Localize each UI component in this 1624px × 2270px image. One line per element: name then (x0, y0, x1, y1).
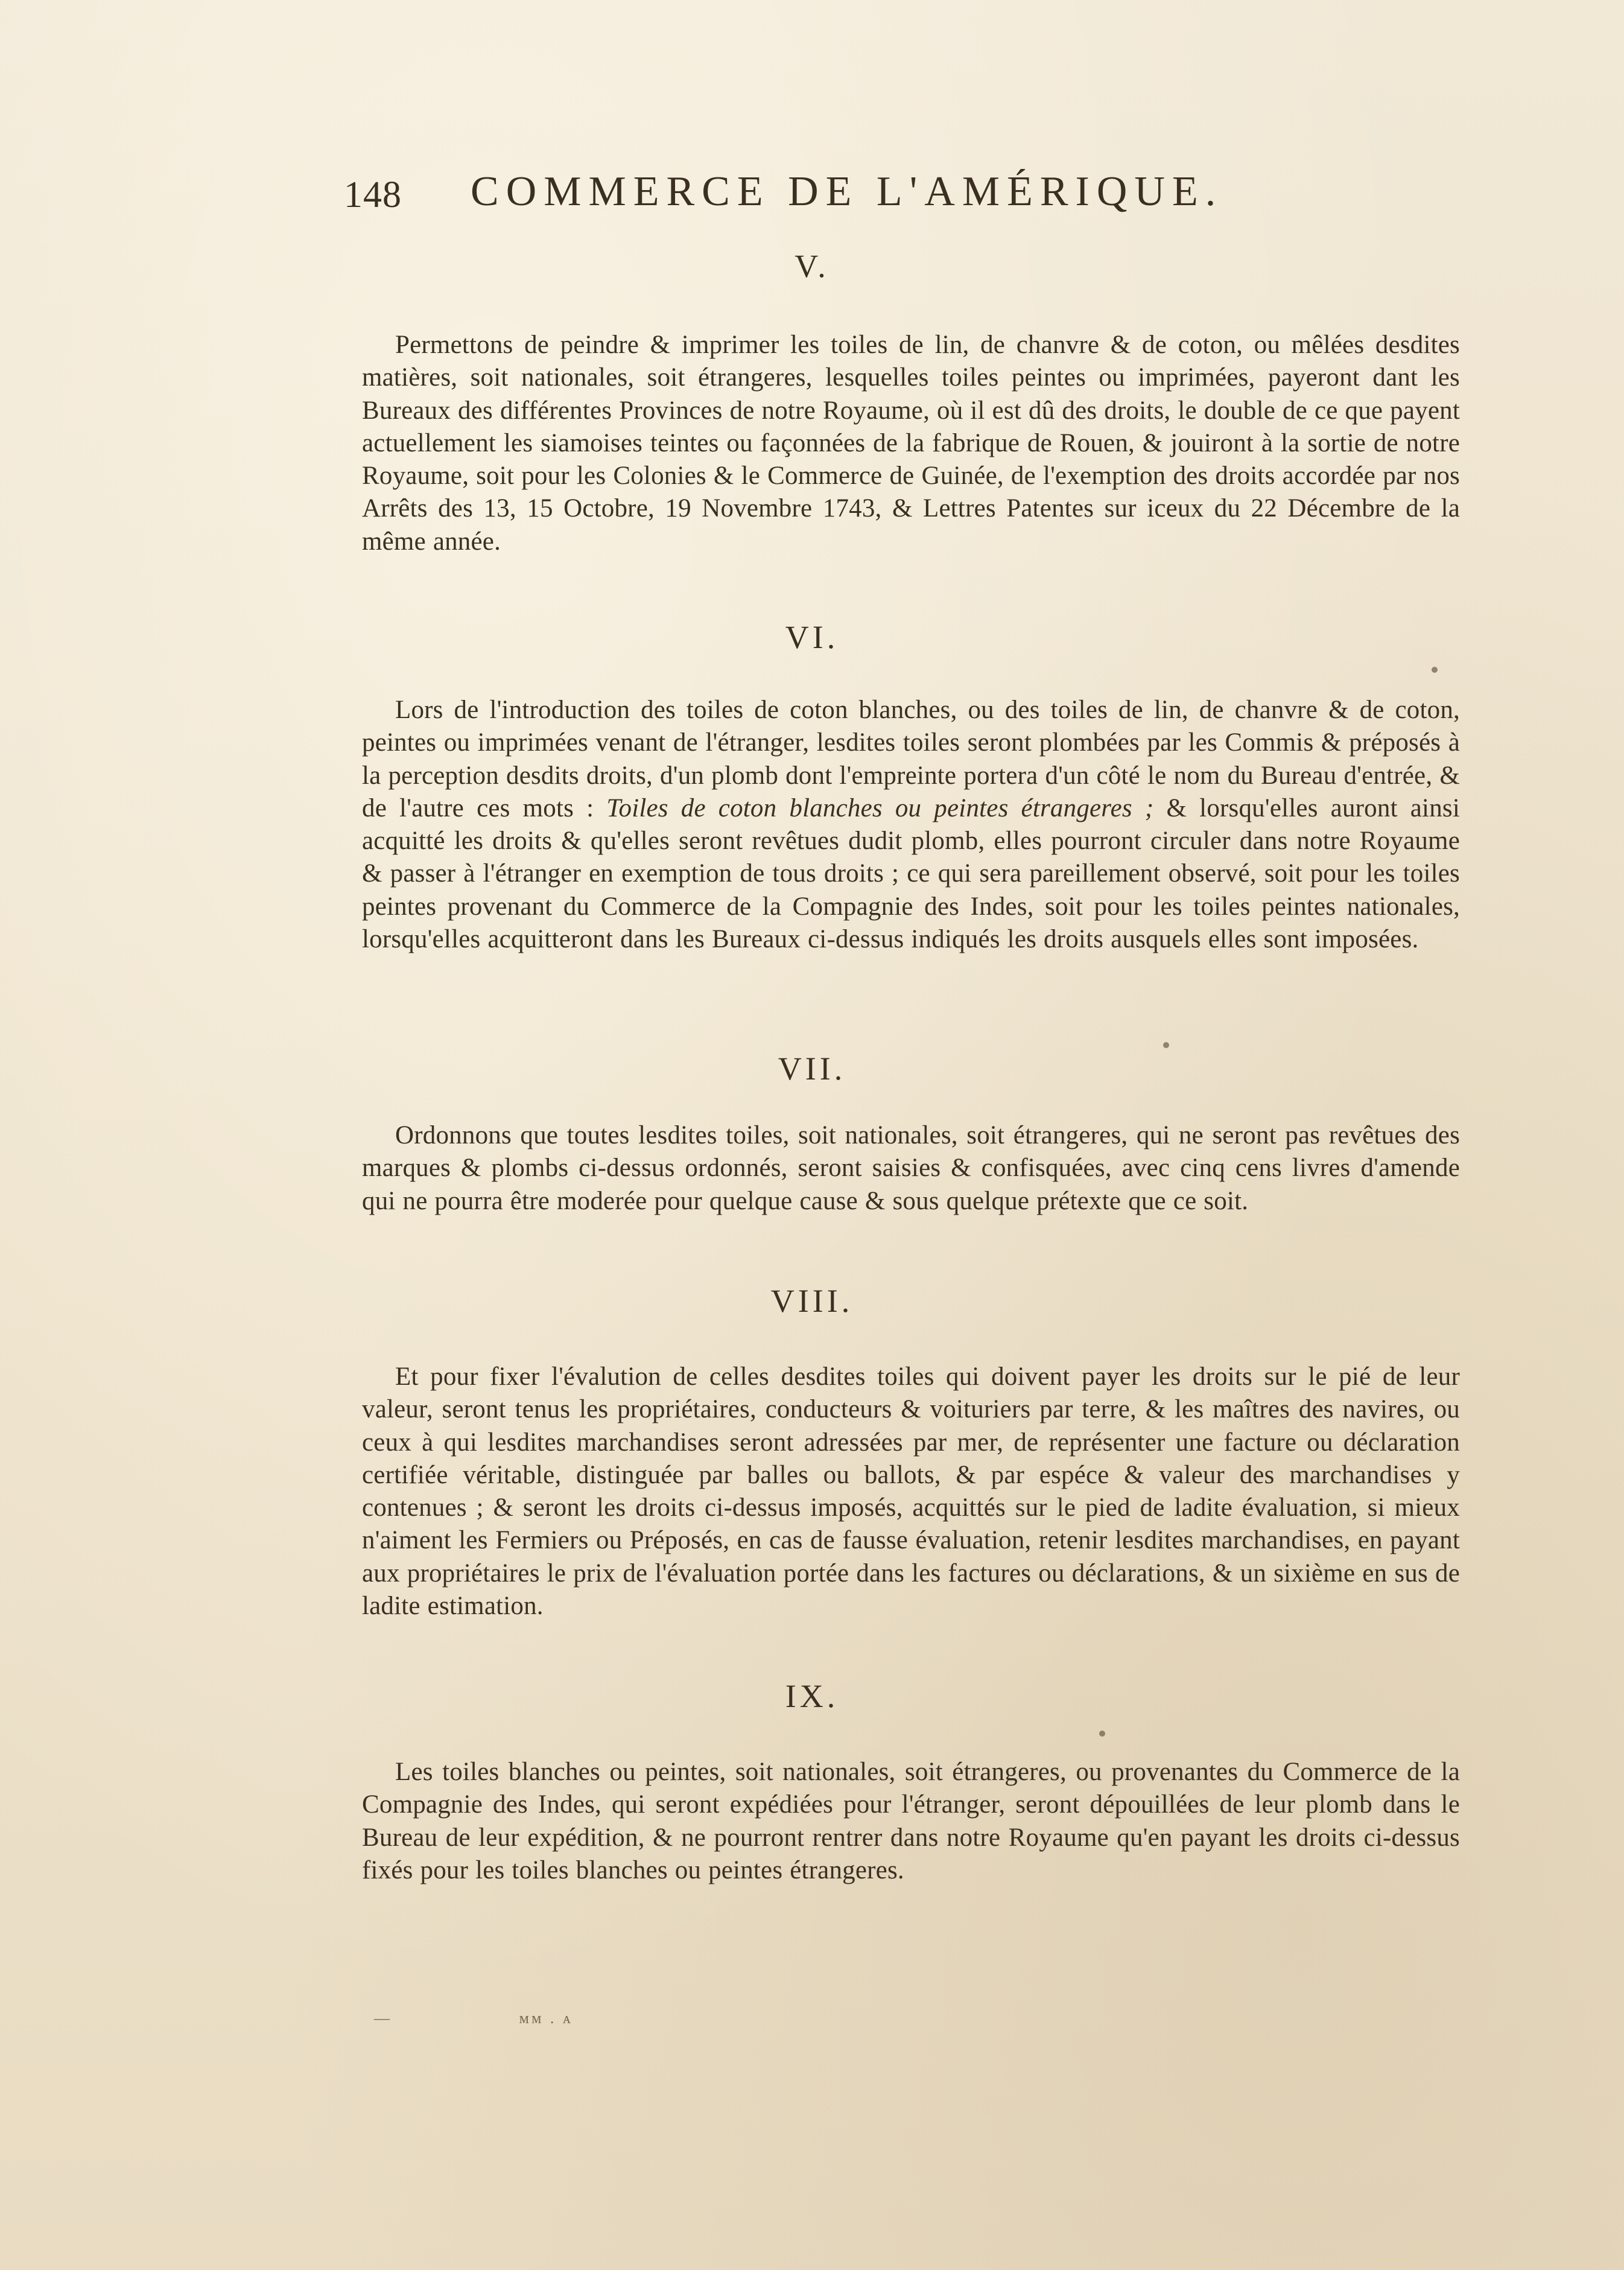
page-header (344, 163, 1369, 229)
article-heading-vii: VII. (778, 1051, 846, 1087)
page-number: 148 (344, 174, 402, 215)
running-title: COMMERCE DE L'AMÉRIQUE. (471, 168, 1223, 215)
article-paragraph-vi (362, 694, 1460, 956)
article-paragraph-vi-italic: Toiles de coton blanches ou peintes étrangeres ; (606, 793, 1154, 822)
footer-marks (374, 2009, 573, 2027)
ink-speck (1432, 667, 1438, 673)
footer-mark-right: ᴍᴍ . ᴀ (519, 2009, 573, 2027)
article-paragraph-ix: Les toiles blanches ou peintes, soit nationales, soit étrangeres, ou provenantes du Commerce de la Compagnie des Indes, qui seront expédiées pour l'étranger, seront dépouillées de leur plomb dans le Bureau de leur expédition, & ne pourront rentrer dans notre Royaume qu'en payant les droits ci-dessus fixés pour les toiles blanches ou peintes étrangeres. (362, 1758, 1460, 1884)
article-paragraph-vi-part1: Lors de l'introduction des toiles de coton blanches, ou des toiles de lin, de chanvre & de coton, peintes ou imprimées venant de l'étranger, lesdites toiles seront plombées par les Commis & préposés à la perception desdits droits, d'un plomb dont l'empreinte portera d'un côté le nom du Bureau d'entrée, & de l'autre ces mots : (362, 696, 1460, 822)
article-paragraph-v: Permettons de peindre & imprimer les toiles de lin, de chanvre & de coton, ou mêlées desdites matières, soit nationales, soit étrangeres, lesquelles toiles peintes ou imprimées, payeront dant les Bureaux des différentes Provinces de notre Royaume, où il est dû des droits, le double de ce que payent actuellement les siamoises teintes ou façonnées de la fabrique de Rouen, & jouiront à la sortie de notre Royaume, soit pour les Colonies & le Commerce de Guinée, de l'exemption des droits accordée par nos Arrêts des 13, 15 Octobre, 19 Novembre 1743, & Lettres Patentes sur iceux du 22 Décembre de la même année. (362, 331, 1460, 556)
article-heading-v: V. (795, 248, 829, 284)
article-heading-ix: IX. (785, 1678, 839, 1714)
ink-speck (1163, 1042, 1169, 1048)
article-heading-vi: VI. (785, 619, 839, 655)
article-heading-viii: VIII. (770, 1283, 854, 1319)
article-paragraph-vii: Ordonnons que toutes lesdites toiles, soit nationales, soit étrangeres, qui ne seront pas revêtues des marques & plombs ci-dessus ordonnés, seront saisies & confisquées, avec cinq cens livres d'amende qui ne pourra être moderée pour quelque cause & sous quelque prétexte que ce soit. (362, 1121, 1460, 1215)
ink-speck (1099, 1731, 1105, 1737)
article-paragraph-viii: Et pour fixer l'évalution de celles desdites toiles qui doivent payer les droits sur le pié de leur valeur, seront tenus les propriétaires, conducteurs & voituriers par terre, & les maîtres des navires, ou ceux à qui lesdites marchandises seront adressées par mer, de représenter une facture ou déclaration certifiée véritable, distinguée par balles ou ballots, & par espéce & valeur des marchandises y contenues ; & seront les droits ci-dessus imposés, acquittés sur le pied de ladite évaluation, si mieux n'aiment les Fermiers ou Préposés, en cas de fausse évaluation, retenir lesdites marchandises, en payant aux propriétaires le prix de l'évaluation portée dans les factures ou déclarations, & un sixième en sus de ladite estimation. (362, 1362, 1460, 1621)
article-paragraph-vi-part2: & lorsqu'elles auront ainsi acquitté les droits & qu'elles seront revêtues dudit plomb, elles pourront circuler dans notre Royaume & passer à l'étranger en exemption de tous droits ; ce qui sera pareillement observé, soit pour les toiles peintes provenant du Commerce de la Compagnie des Indes, soit pour les toiles peintes nationales, lorsqu'elles acquitteront dans les Bureaux ci-dessus indiqués les droits ausquels elles sont imposées. (362, 793, 1460, 954)
footer-mark-left: — (374, 2009, 392, 2027)
